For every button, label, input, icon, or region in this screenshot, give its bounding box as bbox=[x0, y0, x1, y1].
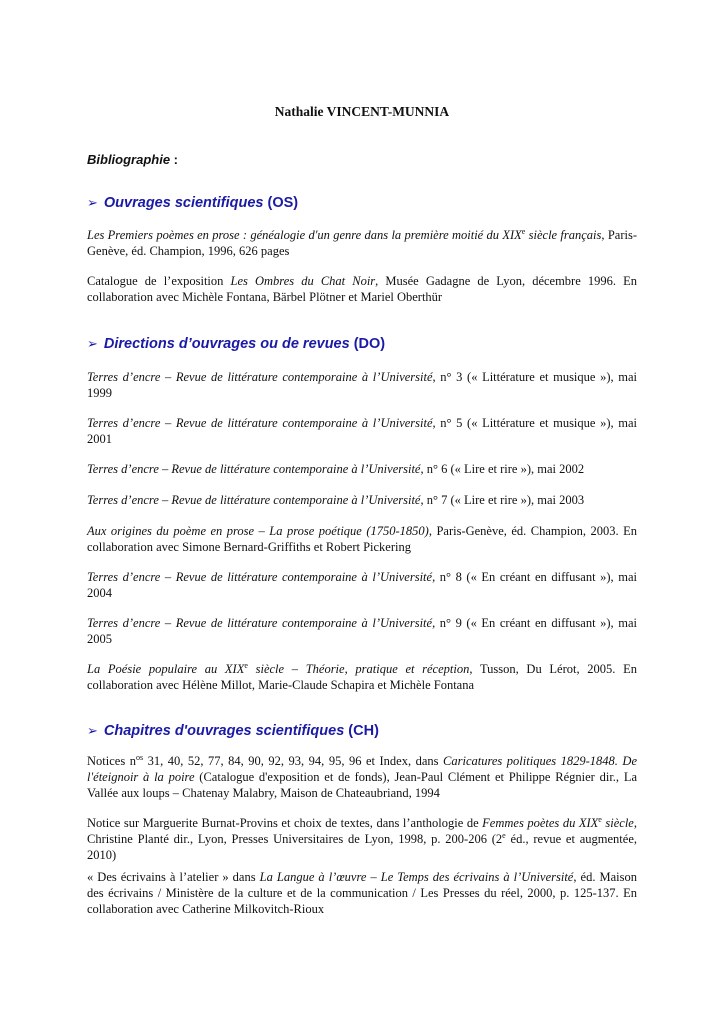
entry-details: , n° 9 (« En créant en diffusant »), mai 2005 bbox=[87, 616, 637, 646]
entry-details: , Musée Gadagne de Lyon, décembre 1996. En collaboration avec Michèle Fontana, Bärbel Plötner et Mariel Oberthür bbox=[87, 274, 637, 304]
section-heading-ch bbox=[87, 723, 379, 739]
section-title: Ouvrages scientifiques bbox=[103, 195, 264, 211]
entry-details: , n° 6 (« Lire et rire »), mai 2002 bbox=[420, 462, 585, 476]
entry-details: , Tusson, Du Lérot, 2005. En collaboration avec Hélène Millot, Marie-Claude Schapira et Michèle Fontana bbox=[87, 662, 637, 692]
entry-title-cont: siècle français bbox=[525, 228, 602, 242]
entry-details: , n° 8 (« En créant en diffusant »), mai 2004 bbox=[87, 570, 637, 600]
entry-title: La Langue à l’œuvre – Le Temps des écrivains à l’Université bbox=[259, 870, 574, 884]
superscript: os bbox=[135, 752, 144, 762]
arrow-bullet-icon: ➢ bbox=[87, 196, 98, 211]
bibliography-entry bbox=[87, 661, 637, 693]
entry-details: , n° 5 (« Littérature et musique »), mai 2001 bbox=[87, 416, 637, 446]
entry-title: Terres d’encre – Revue de littérature contemporaine à l’Université bbox=[87, 416, 433, 430]
entry-title: Femmes poètes du XIX bbox=[482, 816, 599, 830]
entry-title: Terres d’encre – Revue de littérature contemporaine à l’Université bbox=[87, 462, 421, 476]
entry-title: Terres d’encre – Revue de littérature contemporaine à l’Université bbox=[87, 570, 433, 584]
arrow-bullet-icon: ➢ bbox=[87, 724, 98, 739]
entry-title: Terres d’encre – Revue de littérature contemporaine à l’Université bbox=[87, 370, 433, 384]
entry-title: Terres d’encre – Revue de littérature contemporaine à l’Université bbox=[87, 493, 421, 507]
entry-text: Notice sur Marguerite Burnat-Provins et choix de textes, dans l’anthologie de bbox=[87, 816, 483, 830]
bibliography-entry bbox=[87, 227, 637, 259]
section-heading-os bbox=[87, 195, 298, 211]
arrow-bullet-icon: ➢ bbox=[87, 337, 98, 352]
entry-text: , Christine Planté dir., Lyon, Presses Universitaires de Lyon, 1998, p. 200-206 (2 bbox=[87, 816, 637, 846]
section-code: (OS) bbox=[263, 195, 299, 211]
entry-details: , éd. Maison des écrivains / Ministère de la culture et de la communication / Les Presses du réel, 2000, p. 125-137. En collaboration avec Catherine Milkovitch-Rioux bbox=[87, 870, 637, 916]
entry-title: Les Premiers poèmes en prose : généalogie d'un genre dans la première moitié du XIX bbox=[87, 228, 522, 242]
entry-details: (Catalogue d'exposition et de fonds), Jean-Paul Clément et Philippe Régnier dir., La Vallée aux loups – Chatenay Malabry, Maison de Chateaubriand, 1994 bbox=[87, 770, 637, 800]
bibliography-entry bbox=[87, 615, 637, 647]
bibliography-entry bbox=[87, 815, 637, 863]
entry-title: Les Ombres du Chat Noir bbox=[230, 274, 376, 288]
superscript: e bbox=[598, 814, 602, 824]
bibliography-entry bbox=[87, 273, 637, 305]
entry-title-cont: siècle bbox=[601, 816, 634, 830]
entry-details: , n° 3 (« Littérature et musique »), mai 1999 bbox=[87, 370, 637, 400]
bibliography-entry bbox=[87, 492, 637, 508]
entry-text: Notices n bbox=[87, 754, 136, 768]
section-code: (CH) bbox=[344, 723, 379, 739]
entry-details: , n° 7 (« Lire et rire »), mai 2003 bbox=[420, 493, 585, 507]
section-title: Chapitres d'ouvrages scientifiques bbox=[103, 723, 345, 739]
superscript: e bbox=[502, 830, 506, 840]
bibliography-entry bbox=[87, 569, 637, 601]
bibliography-entry bbox=[87, 415, 637, 447]
entry-title: Caricatures politiques 1829-1848. De l'éteignoir à la poire bbox=[87, 754, 637, 784]
bibliography-heading bbox=[87, 152, 178, 167]
bibliography-entry bbox=[87, 523, 637, 555]
entry-title: Terres d’encre – Revue de littérature contemporaine à l’Université bbox=[87, 616, 433, 630]
entry-details: , Paris-Genève, éd. Champion, 2003. En collaboration avec Simone Bernard-Griffiths et Robert Pickering bbox=[87, 524, 637, 554]
entry-text: « Des écrivains à l’atelier » dans bbox=[87, 870, 260, 884]
section-title: Directions d’ouvrages ou de revues bbox=[103, 336, 350, 352]
bibliography-colon: : bbox=[170, 152, 179, 167]
entry-text: 31, 40, 52, 77, 84, 90, 92, 93, 94, 95, 96 et Index, dans bbox=[143, 754, 444, 768]
author-name: Nathalie VINCENT-MUNNIA bbox=[274, 104, 450, 119]
entry-details: éd., revue et augmentée, 2010) bbox=[87, 832, 637, 862]
entry-text: Catalogue de l’exposition bbox=[87, 274, 231, 288]
section-heading-do bbox=[87, 336, 385, 352]
entry-title: La Poésie populaire au XIX bbox=[87, 662, 245, 676]
superscript: e bbox=[521, 226, 526, 236]
bibliography-entry bbox=[87, 869, 637, 917]
bibliography-entry bbox=[87, 369, 637, 401]
section-code: (DO) bbox=[349, 336, 386, 352]
entry-title: Aux origines du poème en prose – La prose poétique (1750-1850) bbox=[87, 524, 429, 538]
bibliography-label: Bibliographie bbox=[87, 152, 171, 167]
entry-details: , Paris-Genève, éd. Champion, 1996, 626 pages bbox=[87, 228, 637, 258]
bibliography-entry bbox=[87, 461, 637, 477]
entry-title-cont: siècle – Théorie, pratique et réception bbox=[247, 662, 470, 676]
superscript: e bbox=[244, 660, 248, 670]
bibliography-entry bbox=[87, 753, 637, 801]
